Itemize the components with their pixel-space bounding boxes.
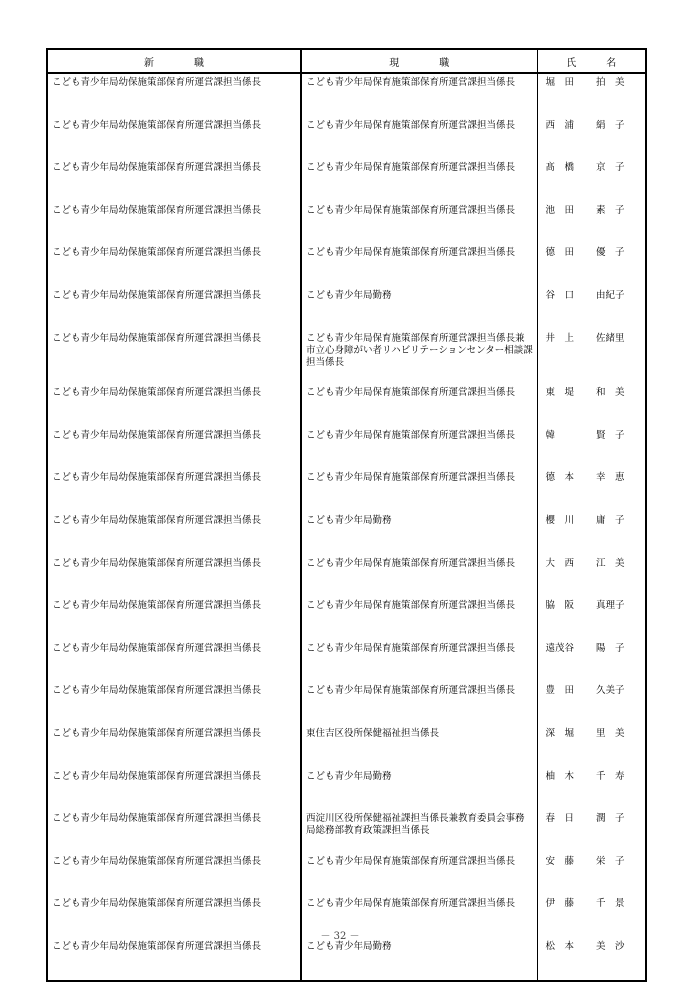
table-row xyxy=(47,682,646,725)
current-post-cell: こども青少年局保育施策部保育所運営課担当係長 xyxy=(301,597,537,640)
current-post-cell: こども青少年局保育施策部保育所運営課担当係長 xyxy=(301,469,537,512)
new-post-cell: こども青少年局幼保施策部保育所運営課担当係長 xyxy=(47,159,301,202)
current-post-cell: こども青少年局保育施策部保育所運営課担当係長 xyxy=(301,682,537,725)
person-name: 髙 橋 京 子 xyxy=(545,162,625,174)
person-name-cell xyxy=(537,555,646,598)
person-name: 松 本 美 沙 xyxy=(545,940,625,952)
person-name-cell xyxy=(537,73,646,117)
header-name-label: 氏 名 xyxy=(566,57,617,69)
header-current-post-label: 現 職 xyxy=(389,57,450,69)
person-name-cell xyxy=(537,330,646,385)
current-post-cell: こども青少年局保育施策部保育所運営課担当係長 xyxy=(301,853,537,896)
new-post-cell: こども青少年局幼保施策部保育所運営課担当係長 xyxy=(47,469,301,512)
current-post-cell: こども青少年局保育施策部保育所運営課担当係長 xyxy=(301,555,537,598)
new-post-cell: こども青少年局幼保施策部保育所運営課担当係長 xyxy=(47,427,301,470)
table-row xyxy=(47,853,646,896)
new-post-cell: こども青少年局幼保施策部保育所運営課担当係長 xyxy=(47,330,301,385)
table-row xyxy=(47,384,646,427)
person-name: 安 藤 栄 子 xyxy=(545,855,625,867)
table-row xyxy=(47,469,646,512)
person-name: 井 上 佐緒里 xyxy=(545,332,625,344)
person-name: 櫻 川 庸 子 xyxy=(545,514,625,526)
person-name: 大 西 江 美 xyxy=(545,557,625,569)
person-name: 堀 田 拍 美 xyxy=(545,77,625,88)
new-post-cell: こども青少年局幼保施策部保育所運営課担当係長 xyxy=(47,117,301,160)
table-row xyxy=(47,512,646,555)
new-post-cell: こども青少年局幼保施策部保育所運営課担当係長 xyxy=(47,512,301,555)
person-name: 東 堤 和 美 xyxy=(545,387,625,399)
person-name-cell xyxy=(537,938,646,982)
current-post-cell: こども青少年局勤務 xyxy=(301,512,537,555)
current-post-cell: こども青少年局保育施策部保育所運営課担当係長 xyxy=(301,427,537,470)
table-row xyxy=(47,117,646,160)
personnel-table xyxy=(46,48,647,982)
person-name-cell xyxy=(537,640,646,683)
page-number: － 32 － xyxy=(320,931,360,942)
table-row xyxy=(47,725,646,768)
person-name-cell xyxy=(537,244,646,287)
current-post-cell: こども青少年局保育施策部保育所運営課担当係長 xyxy=(301,73,537,117)
person-name: 德 田 優 子 xyxy=(545,247,625,259)
current-post-cell: こども青少年局保育施策部保育所運営課担当係長 xyxy=(301,202,537,245)
person-name: 脇 阪 真理子 xyxy=(545,600,625,612)
header-new-post xyxy=(47,49,301,73)
person-name: 德 本 幸 恵 xyxy=(545,472,625,484)
person-name: 伊 藤 千 景 xyxy=(545,898,625,910)
current-post-cell: 東住吉区役所保健福祉担当係長 xyxy=(301,725,537,768)
new-post-cell: こども青少年局幼保施策部保育所運営課担当係長 xyxy=(47,682,301,725)
current-post-cell: こども青少年局保育施策部保育所運営課担当係長 xyxy=(301,159,537,202)
person-name: 谷 口 由紀子 xyxy=(545,289,625,301)
header-current-post xyxy=(301,49,537,73)
person-name: 柚 木 千 寿 xyxy=(545,770,625,782)
table-row xyxy=(47,159,646,202)
current-post-cell: こども青少年局保育施策部保育所運営課担当係長 xyxy=(301,640,537,683)
new-post-cell: こども青少年局幼保施策部保育所運営課担当係長 xyxy=(47,725,301,768)
table-header-row xyxy=(47,49,646,73)
new-post-cell: こども青少年局幼保施策部保育所運営課担当係長 xyxy=(47,555,301,598)
current-post-cell: こども青少年局保育施策部保育所運営課担当係長 xyxy=(301,117,537,160)
current-post-cell: こども青少年局保育施策部保育所運営課担当係長兼市立心身障がい者リハビリテーションセンター相談課担当係長 xyxy=(301,330,537,385)
person-name-cell xyxy=(537,384,646,427)
person-name-cell xyxy=(537,202,646,245)
new-post-cell: こども青少年局幼保施策部保育所運営課担当係長 xyxy=(47,244,301,287)
new-post-cell: こども青少年局幼保施策部保育所運営課担当係長 xyxy=(47,287,301,330)
current-post-cell: こども青少年局保育施策部保育所運営課担当係長 xyxy=(301,895,537,938)
new-post-cell: こども青少年局幼保施策部保育所運営課担当係長 xyxy=(47,384,301,427)
header-name xyxy=(537,49,646,73)
current-post-cell: 西淀川区役所保健福祉課担当係長兼教育委員会事務局総務部教育政策課担当係長 xyxy=(301,810,537,853)
person-name-cell xyxy=(537,597,646,640)
person-name-cell xyxy=(537,725,646,768)
new-post-cell: こども青少年局幼保施策部保育所運営課担当係長 xyxy=(47,853,301,896)
new-post-cell: こども青少年局幼保施策部保育所運営課担当係長 xyxy=(47,938,301,982)
new-post-cell: こども青少年局幼保施策部保育所運営課担当係長 xyxy=(47,640,301,683)
new-post-cell: こども青少年局幼保施策部保育所運営課担当係長 xyxy=(47,768,301,811)
person-name: 深 堀 里 美 xyxy=(545,727,625,739)
table-row xyxy=(47,73,646,117)
person-name-cell xyxy=(537,159,646,202)
person-name-cell xyxy=(537,427,646,470)
person-name: 韓 賢 子 xyxy=(545,429,625,441)
person-name-cell xyxy=(537,117,646,160)
person-name: 豊 田 久美子 xyxy=(545,685,625,697)
person-name-cell xyxy=(537,469,646,512)
table-row xyxy=(47,938,646,982)
new-post-cell: こども青少年局幼保施策部保育所運営課担当係長 xyxy=(47,810,301,853)
table-row xyxy=(47,597,646,640)
current-post-cell: こども青少年局勤務 xyxy=(301,768,537,811)
table-row xyxy=(47,427,646,470)
person-name-cell xyxy=(537,287,646,330)
current-post-cell: こども青少年局勤務 xyxy=(301,287,537,330)
current-post-cell: こども青少年局保育施策部保育所運営課担当係長 xyxy=(301,384,537,427)
person-name: 池 田 素 子 xyxy=(545,204,625,216)
person-name: 春 日 潤 子 xyxy=(545,813,625,825)
person-name-cell xyxy=(537,853,646,896)
table-row xyxy=(47,244,646,287)
table-row xyxy=(47,640,646,683)
person-name: 西 浦 絹 子 xyxy=(545,119,625,131)
table-row xyxy=(47,555,646,598)
new-post-cell: こども青少年局幼保施策部保育所運営課担当係長 xyxy=(47,597,301,640)
table-row xyxy=(47,768,646,811)
new-post-cell: こども青少年局幼保施策部保育所運営課担当係長 xyxy=(47,73,301,117)
table-row xyxy=(47,202,646,245)
header-new-post-label: 新 職 xyxy=(144,57,204,69)
person-name: 遠茂谷 陽 子 xyxy=(545,642,625,654)
person-name-cell xyxy=(537,768,646,811)
new-post-cell: こども青少年局幼保施策部保育所運営課担当係長 xyxy=(47,895,301,938)
table-row xyxy=(47,287,646,330)
person-name-cell xyxy=(537,810,646,853)
table-row xyxy=(47,330,646,385)
table-row xyxy=(47,810,646,853)
person-name-cell xyxy=(537,682,646,725)
person-name-cell xyxy=(537,512,646,555)
new-post-cell: こども青少年局幼保施策部保育所運営課担当係長 xyxy=(47,202,301,245)
current-post-cell: こども青少年局保育施策部保育所運営課担当係長 xyxy=(301,244,537,287)
current-post-cell: こども青少年局勤務 xyxy=(301,938,537,982)
